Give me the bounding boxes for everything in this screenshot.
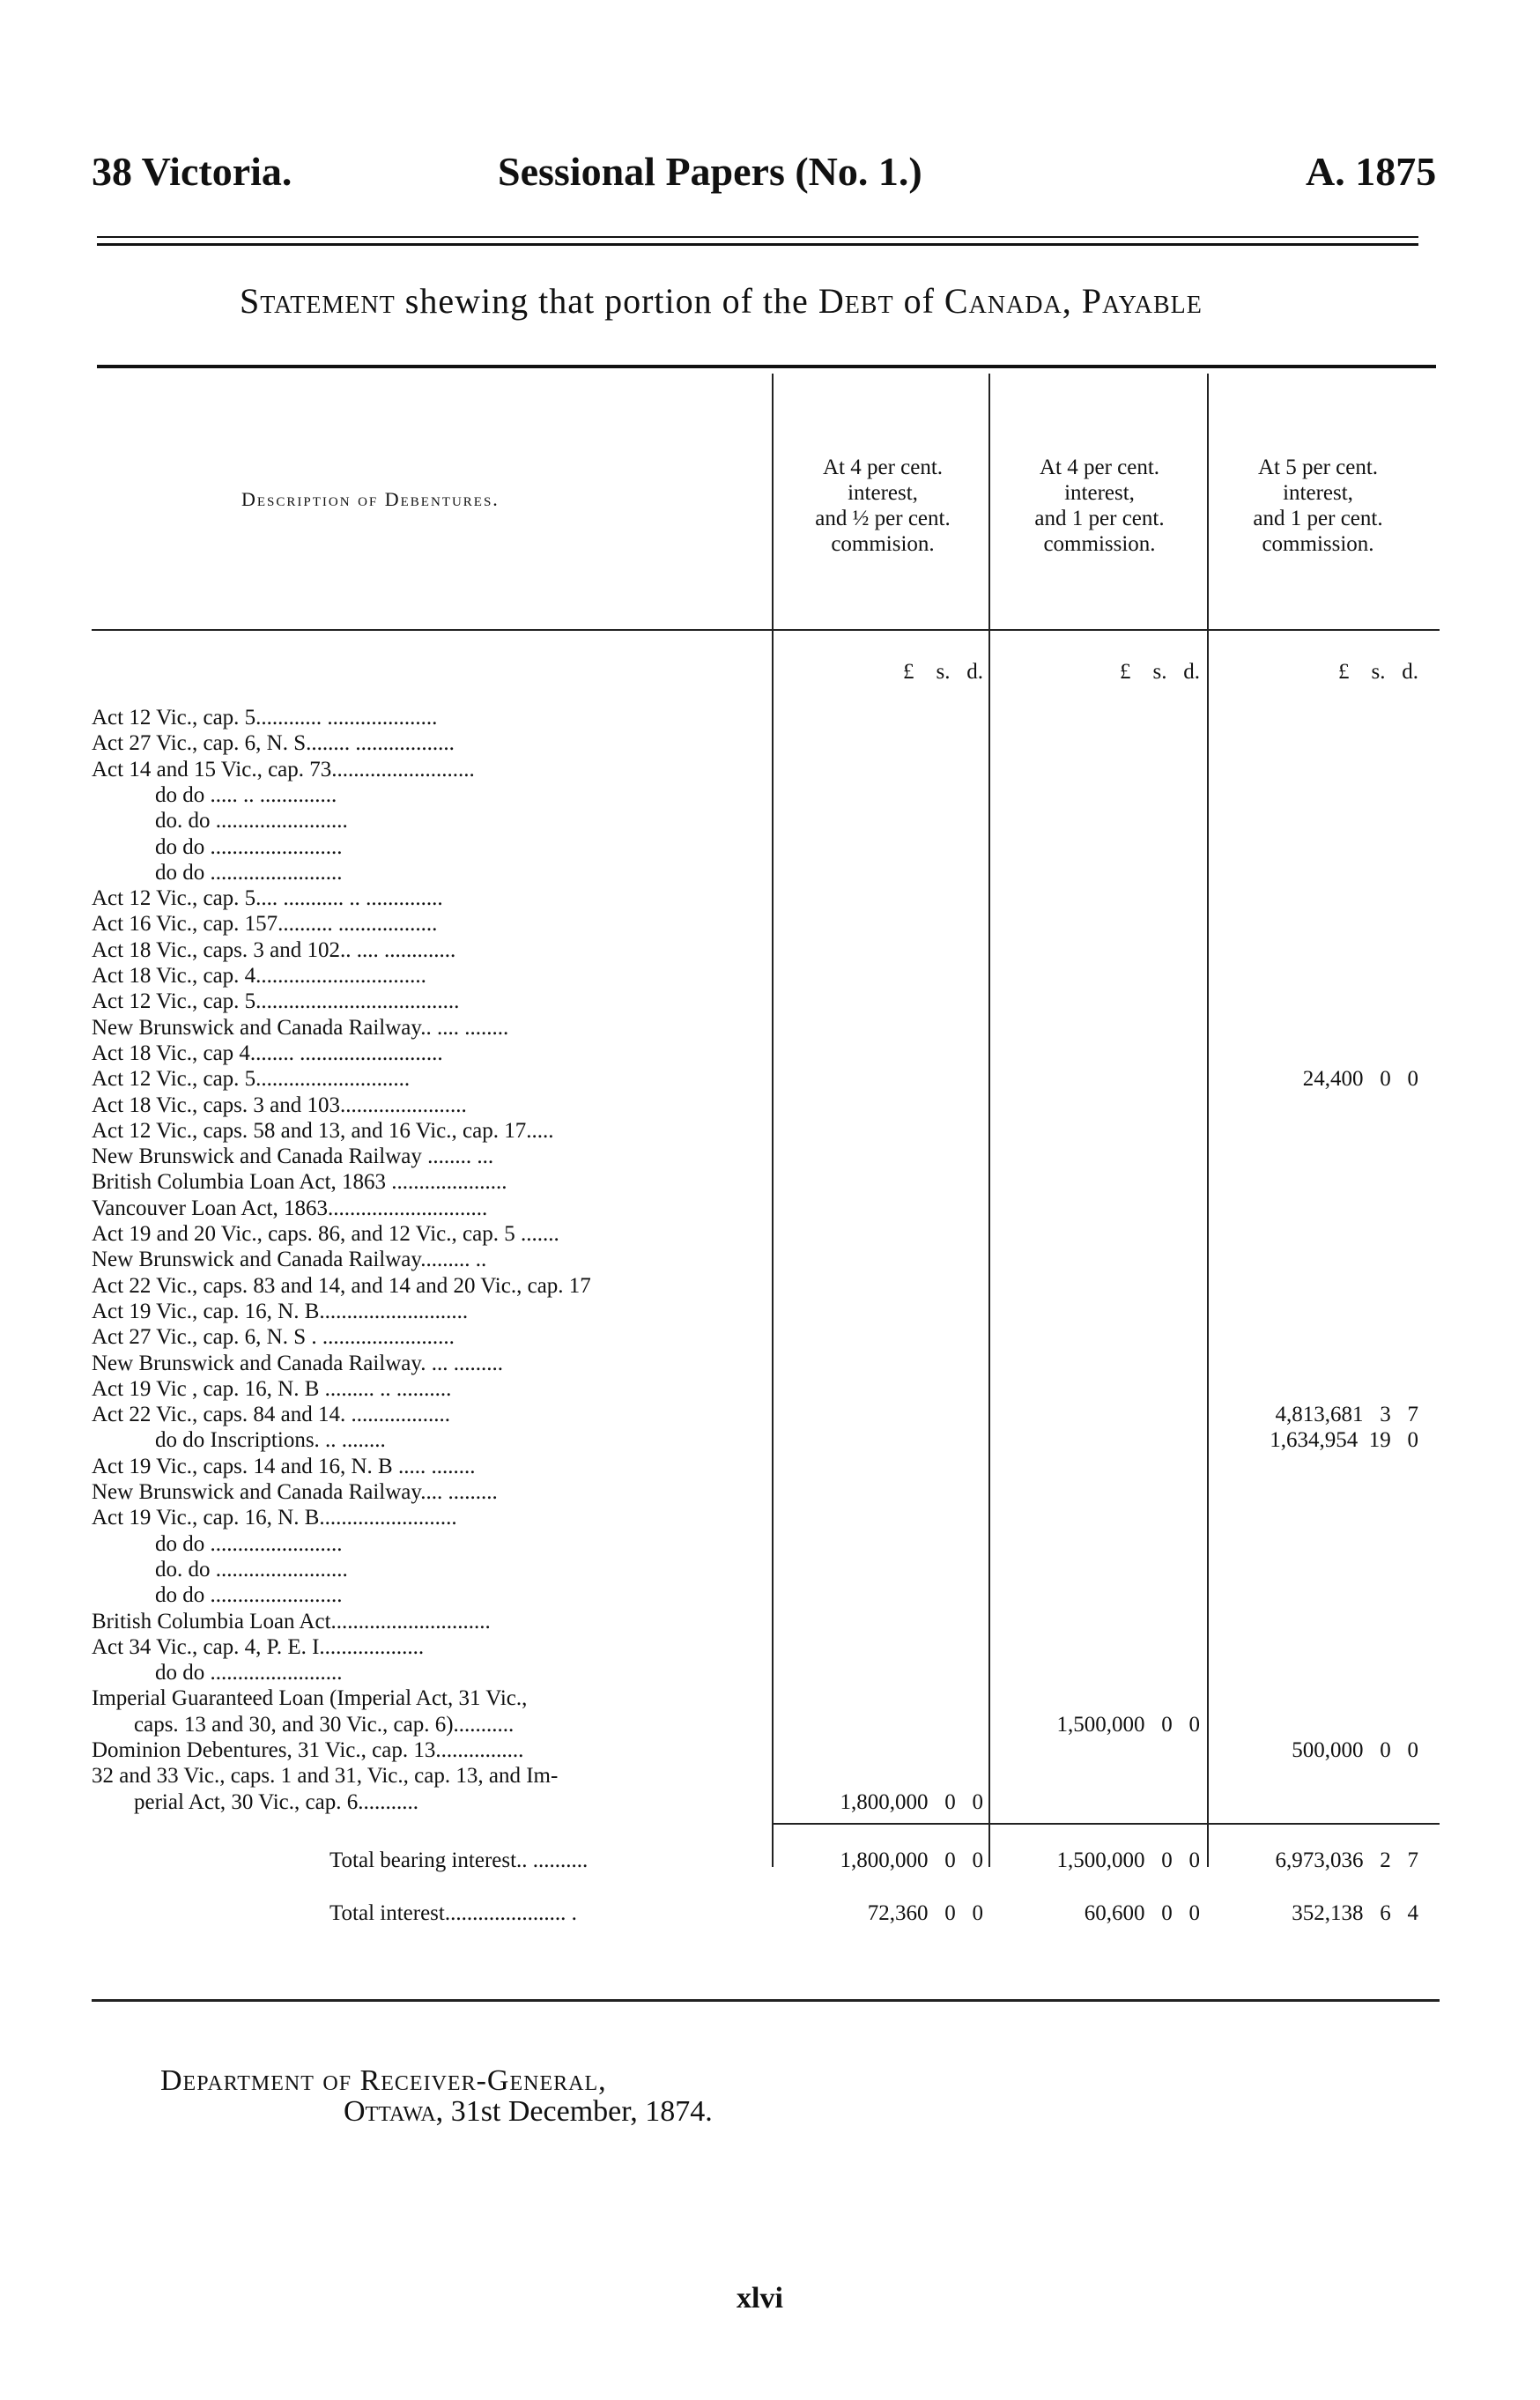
table-row [92, 860, 1440, 885]
row-description: Act 19 Vic., cap. 16, N. B......................... [92, 1506, 457, 1530]
row-description: Act 19 Vic , cap. 16, N. B ......... .. .......... [92, 1376, 452, 1401]
row-amount-col-3: 1,634,954 19 0 [1270, 1428, 1418, 1453]
row-description: Act 16 Vic., cap. 157.......... .................. [92, 912, 438, 937]
title-word-canada: Canada [944, 281, 1062, 321]
title-rule [97, 365, 1436, 368]
row-description: Act 22 Vic., caps. 83 and 14, and 14 and 20 Vic., cap. 17 [92, 1273, 591, 1298]
title-text-3: , [1062, 281, 1082, 321]
row-description: do do ..... .. .............. [155, 782, 337, 807]
table-row [92, 1427, 1440, 1453]
row-description: Act 18 Vic., caps. 3 and 103....................... [92, 1093, 467, 1117]
column-header-4-one: At 4 per cent. interest, and 1 per cent. commission. [1034, 456, 1165, 556]
totals-divider [772, 1823, 1440, 1825]
table-row [92, 1763, 1440, 1789]
table-row [92, 705, 1440, 730]
table-row [92, 1660, 1440, 1685]
table-row [92, 1582, 1440, 1608]
row-description: Act 27 Vic., cap. 6, N. S . ........................ [92, 1325, 455, 1350]
row-amount-col-3: 500,000 0 0 [1292, 1738, 1418, 1762]
row-description: do. do ........................ [155, 1557, 348, 1581]
table-row [92, 885, 1440, 911]
table-row [92, 911, 1440, 937]
header-rule-top [97, 236, 1418, 238]
row-description: do do ........................ [155, 1661, 343, 1685]
running-head-right: A. 1875 [1306, 149, 1437, 194]
row-description: New Brunswick and Canada Railway.... ......... [92, 1480, 498, 1504]
table-row [92, 757, 1440, 782]
title-word-payable: Payable [1081, 281, 1203, 321]
column-header-4-half: At 4 per cent. interest, and ½ per cent. commision. [815, 456, 951, 556]
table-row [92, 834, 1440, 860]
title-word-debt: Debt [818, 281, 894, 321]
table-row [92, 1505, 1440, 1530]
row-description: New Brunswick and Canada Railway ........ ... [92, 1144, 494, 1169]
row-description: Act 19 and 20 Vic., caps. 86, and 12 Vic., cap. 5 ....... [92, 1222, 559, 1246]
row-amount-col-2: 1,500,000 0 0 [1056, 1712, 1200, 1737]
row-description: New Brunswick and Canada Railway......... .. [92, 1248, 487, 1272]
totals-label: Total bearing interest.. .......... [329, 1848, 589, 1872]
table-row [92, 1324, 1440, 1350]
units-col-3: £ s. d. [1338, 660, 1418, 684]
table-row [92, 1609, 1440, 1634]
table-row [92, 1015, 1440, 1041]
row-description: Dominion Debentures, 31 Vic., cap. 13................ [92, 1738, 524, 1762]
totals-amount-col-1: 1,800,000 0 0 [840, 1848, 983, 1872]
row-description: Act 18 Vic., cap. 4............................... [92, 964, 426, 988]
row-description: Act 19 Vic., cap. 16, N. B........................... [92, 1299, 469, 1323]
row-description: do. do ........................ [155, 809, 348, 833]
table-row [92, 1273, 1440, 1299]
row-description: British Columbia Loan Act............................. [92, 1609, 491, 1633]
running-head-center: Sessional Papers (No. 1.) [498, 149, 922, 194]
row-amount-col-3: 4,813,681 3 7 [1275, 1403, 1418, 1427]
table-row [92, 730, 1440, 756]
row-description: Act 34 Vic., cap. 4, P. E. I................... [92, 1634, 425, 1659]
table-row [92, 1402, 1440, 1427]
row-amount-col-1: 1,800,000 0 0 [840, 1789, 983, 1814]
row-description: Act 12 Vic., cap. 5............................ [92, 1067, 411, 1092]
units-col-2: £ s. d. [1120, 660, 1200, 684]
table-row [92, 1712, 1440, 1737]
date: 31st December, 1874. [443, 2095, 713, 2128]
department-signature: Department of Receiver-General, [160, 2064, 607, 2097]
table-row [92, 1557, 1440, 1582]
header-divider [92, 629, 1440, 631]
totals-row [92, 1900, 1440, 1926]
running-head-left: 38 Victoria. [92, 149, 292, 194]
place-and-date [344, 2095, 713, 2129]
title-text-1: shewing that portion of the [395, 281, 818, 321]
units-col-1: £ s. d. [903, 660, 983, 684]
row-description: perial Act, 30 Vic., cap. 6........... [134, 1789, 418, 1814]
row-description: do do Inscriptions. .. ........ [155, 1428, 386, 1453]
row-description: do do ........................ [155, 860, 343, 885]
table-row [92, 1737, 1440, 1763]
row-description: Act 12 Vic., cap. 5..................................... [92, 989, 460, 1014]
totals-row [92, 1848, 1440, 1873]
row-description: Act 27 Vic., cap. 6, N. S........ .................. [92, 731, 455, 756]
row-description: Act 12 Vic., caps. 58 and 13, and 16 Vic., cap. 17..... [92, 1118, 554, 1143]
row-description: do do ........................ [155, 1531, 343, 1556]
row-amount-col-3: 24,400 0 0 [1302, 1067, 1418, 1092]
row-description: Act 22 Vic., caps. 84 and 14. .................. [92, 1403, 451, 1427]
row-description: Act 12 Vic., cap. 5............ .................... [92, 706, 438, 730]
table-row [92, 1066, 1440, 1092]
table-row [92, 1169, 1440, 1195]
row-description: Act 18 Vic., caps. 3 and 102.. .... ............. [92, 937, 456, 962]
table-row [92, 1144, 1440, 1169]
table-row [92, 1789, 1440, 1815]
totals-amount-col-1: 72,360 0 0 [867, 1901, 983, 1925]
title-word-statement: Statement [240, 281, 396, 321]
totals-amount-col-3: 352,138 6 4 [1292, 1901, 1418, 1925]
description-header: Description of Debentures. [241, 488, 500, 510]
table-row [92, 1376, 1440, 1402]
table-row [92, 1634, 1440, 1660]
row-description: Act 19 Vic., caps. 14 and 16, N. B ..... ........ [92, 1454, 476, 1478]
table-row [92, 1221, 1440, 1247]
totals-amount-col-2: 1,500,000 0 0 [1056, 1848, 1200, 1872]
table-row [92, 1299, 1440, 1324]
row-description: Imperial Guaranteed Loan (Imperial Act, 31 Vic., [92, 1686, 528, 1711]
place: Ottawa, [344, 2095, 444, 2128]
title-text-2: of [893, 281, 944, 321]
totals-label: Total interest...................... . [329, 1901, 577, 1925]
row-description: New Brunswick and Canada Railway. ... ......... [92, 1351, 504, 1375]
row-description: do do ........................ [155, 834, 343, 859]
row-description: 32 and 33 Vic., caps. 1 and 31, Vic., cap. 13, and Im- [92, 1764, 559, 1789]
table-row [92, 1196, 1440, 1221]
table-row [92, 1247, 1440, 1272]
row-description: New Brunswick and Canada Railway.. .... ........ [92, 1015, 509, 1040]
header-rule-bottom [97, 243, 1418, 246]
column-header-5-one: At 5 per cent. interest, and 1 per cent. commission. [1253, 456, 1383, 556]
table-row [92, 808, 1440, 833]
table-row [92, 1351, 1440, 1376]
table-row [92, 937, 1440, 963]
row-description: British Columbia Loan Act, 1863 ..................... [92, 1170, 507, 1195]
table-bottom-rule [92, 1999, 1440, 2002]
debentures-table [92, 374, 1440, 2010]
row-description: caps. 13 and 30, and 30 Vic., cap. 6)........... [134, 1712, 515, 1737]
page-folio: xlvi [737, 2282, 783, 2315]
table-row [92, 1454, 1440, 1479]
table-row [92, 1041, 1440, 1066]
row-description: Vancouver Loan Act, 1863............................. [92, 1196, 488, 1220]
table-row [92, 989, 1440, 1014]
totals-amount-col-3: 6,973,036 2 7 [1275, 1848, 1418, 1872]
table-row [92, 1531, 1440, 1557]
table-row [92, 1118, 1440, 1144]
totals-amount-col-2: 60,600 0 0 [1084, 1901, 1200, 1925]
table-row [92, 1479, 1440, 1505]
row-description: Act 14 and 15 Vic., cap. 73.......................... [92, 757, 475, 781]
row-description: Act 12 Vic., cap. 5.... ........... .. .............. [92, 886, 443, 911]
table-row [92, 1685, 1440, 1711]
row-description: do do ........................ [155, 1583, 343, 1608]
statement-title [240, 280, 1203, 322]
table-row [92, 963, 1440, 989]
table-row [92, 782, 1440, 808]
table-row [92, 1093, 1440, 1118]
row-description: Act 18 Vic., cap 4........ .......................... [92, 1041, 443, 1065]
